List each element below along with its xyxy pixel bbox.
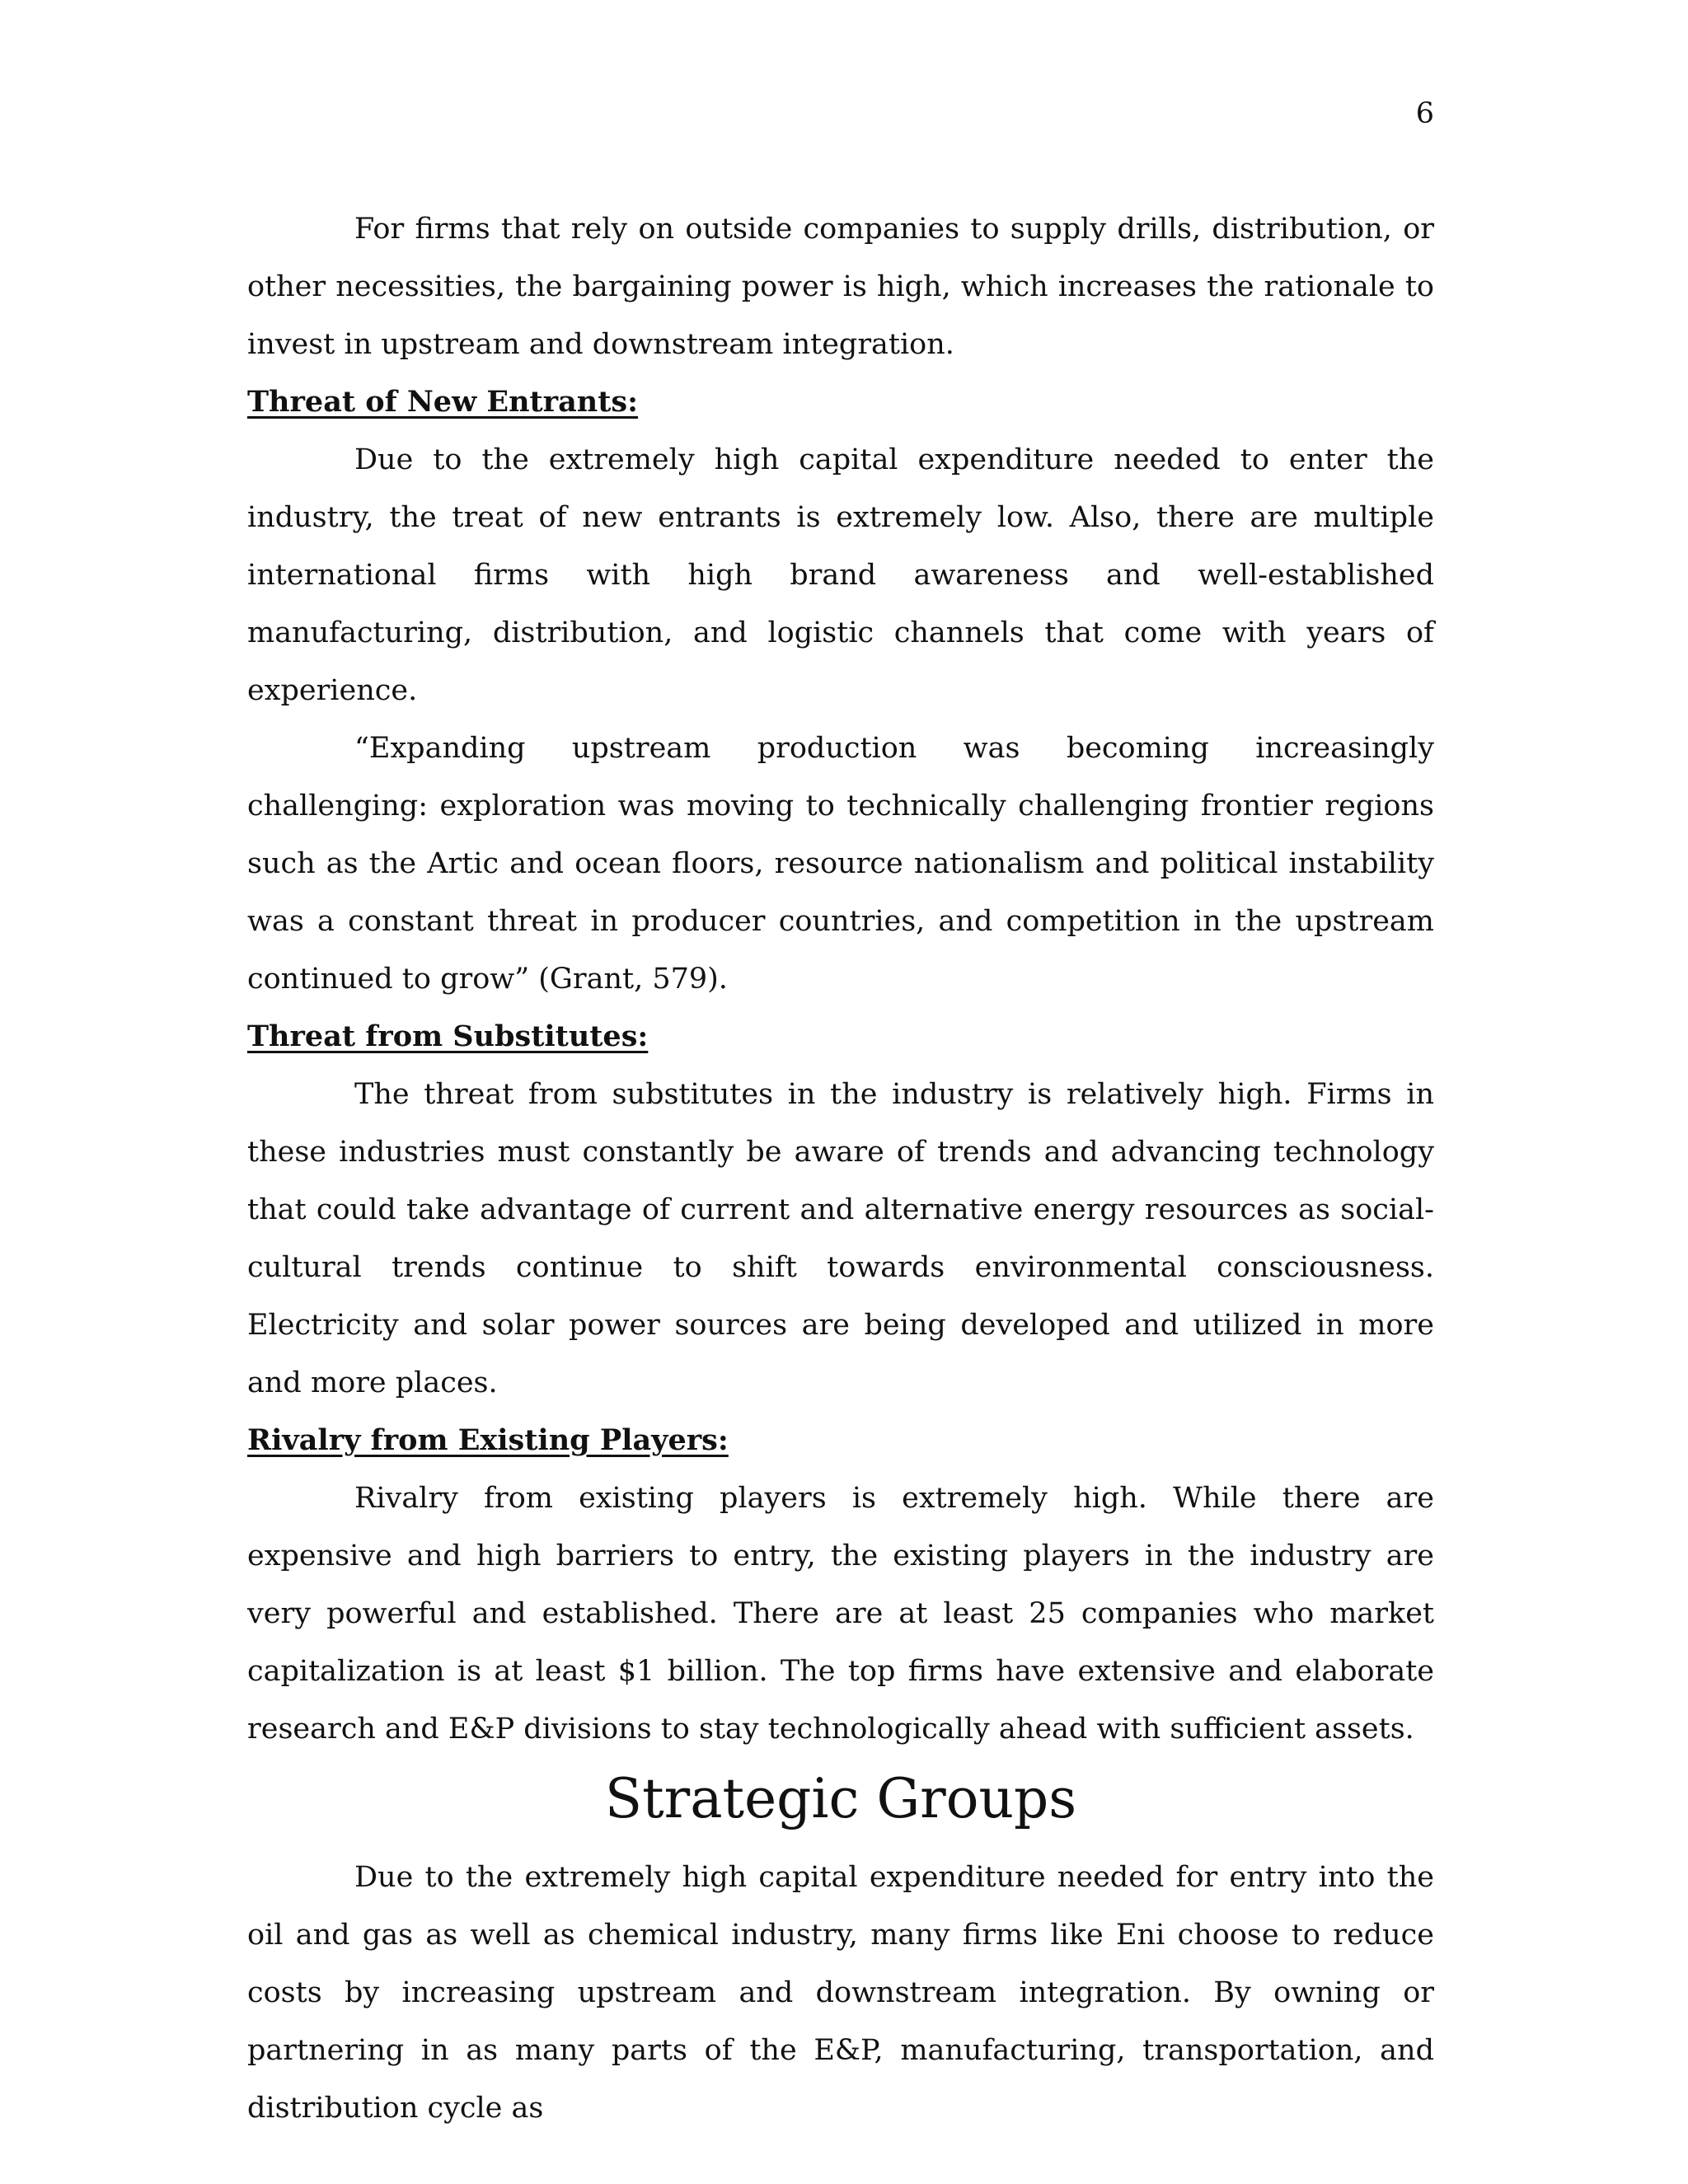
document-body (247, 200, 1434, 2137)
heading-threat-from-substitutes: Threat from Substitutes: (247, 1019, 649, 1053)
page-number: 6 (1415, 97, 1434, 130)
paragraph-rivalry: Rivalry from existing players is extremely high. While there are expensive and high barriers to entry, the existing players in the industry are very powerful and established. There are at least 25 companies who market capitalization is at least $1 billion. The top firms have extensive and elaborate research and E&P divisions to stay technologically ahead with sufficient assets. (247, 1482, 1434, 1746)
section-title-strategic-groups: Strategic Groups (604, 1767, 1077, 1830)
paragraph-grant-quote: “Expanding upstream production was becoming increasingly challenging: exploration was moving to technically challenging frontier regions such as the Artic and ocean floors, resource nationalism and political instability was a constant threat in producer countries, and competition in the upstream continued to grow” (Grant, 579). (247, 732, 1434, 996)
paragraph-strategic-groups: Due to the extremely high capital expenditure needed for entry into the oil and gas as well as chemical industry, many firms like Eni choose to reduce costs by increasing upstream and downstream integration. By owning or partnering in as many parts of the E&P, manufacturing, transportation, and distribution cycle as (247, 1861, 1434, 2125)
paragraph-new-entrants: Due to the extremely high capital expenditure needed to enter the industry, the treat of new entrants is extremely low. Also, there are multiple international firms with high brand awareness and well-established manufacturing, distribution, and logistic channels that come with years of experience. (247, 443, 1434, 707)
heading-rivalry-from-existing-players: Rivalry from Existing Players: (247, 1423, 729, 1457)
paragraph-bargaining-power: For firms that rely on outside companies to supply drills, distribution, or other necessities, the bargaining power is high, which increases the rationale to invest in upstream and downstream integration. (247, 213, 1434, 361)
heading-threat-of-new-entrants: Threat of New Entrants: (247, 385, 639, 419)
paragraph-substitutes: The threat from substitutes in the industry is relatively high. Firms in these industries must constantly be aware of trends and advancing technology that could take advantage of current and alternative energy resources as social-cultural trends continue to shift towards environmental consciousness. Electricity and solar power sources are being developed and utilized in more and more places. (247, 1078, 1434, 1399)
